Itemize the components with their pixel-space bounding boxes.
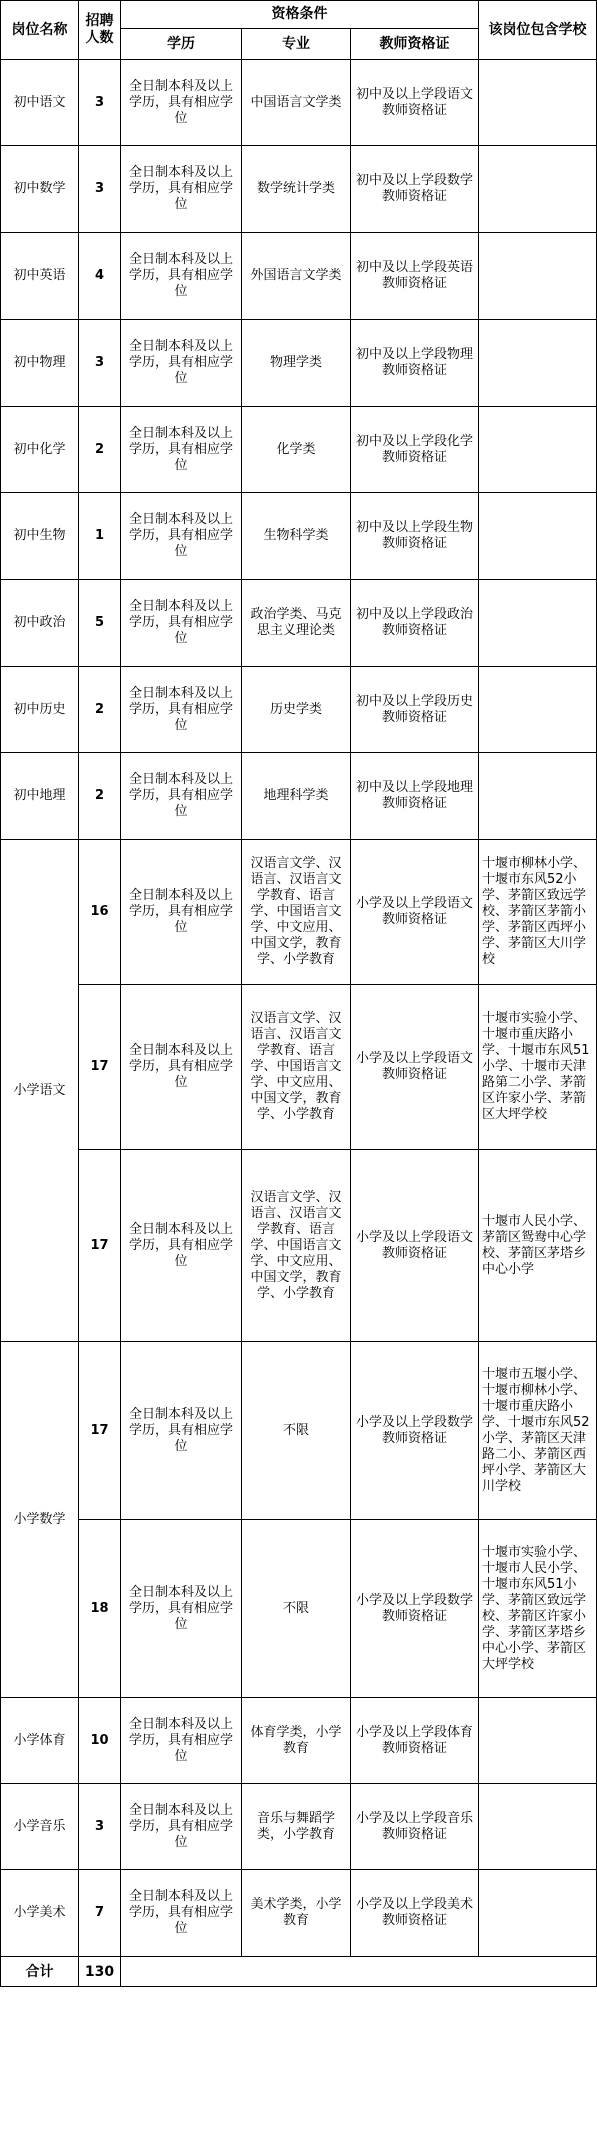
recruit-count-cell: 3 (79, 320, 121, 407)
table-row (1, 320, 597, 407)
recruit-count-cell: 7 (79, 1870, 121, 1957)
recruit-count-cell: 17 (79, 1150, 121, 1342)
table-row (1, 60, 597, 146)
certificate-cell: 初中及以上学段化学教师资格证 (351, 407, 479, 493)
position-name-cell: 小学数学 (1, 1342, 79, 1698)
position-name-cell: 初中地理 (1, 753, 79, 840)
table-row (1, 146, 597, 233)
certificate-cell: 初中及以上学段数学教师资格证 (351, 146, 479, 233)
major-cell: 美术学类，小学教育 (242, 1870, 351, 1957)
table-row (1, 407, 597, 493)
recruit-count-cell: 2 (79, 753, 121, 840)
certificate-cell: 小学及以上学段音乐教师资格证 (351, 1784, 479, 1870)
education-cell: 全日制本科及以上学历，具有相应学位 (121, 1698, 242, 1784)
certificate-cell: 小学及以上学段美术教师资格证 (351, 1870, 479, 1957)
schools-cell (479, 320, 597, 407)
major-cell: 体育学类，小学教育 (242, 1698, 351, 1784)
table-row (1, 1520, 597, 1698)
table-row (1, 753, 597, 840)
schools-cell (479, 233, 597, 320)
table-row (1, 233, 597, 320)
recruit-count-cell: 10 (79, 1698, 121, 1784)
education-cell: 全日制本科及以上学历，具有相应学位 (121, 1150, 242, 1342)
education-cell: 全日制本科及以上学历，具有相应学位 (121, 407, 242, 493)
recruit-count-cell: 3 (79, 1784, 121, 1870)
education-cell: 全日制本科及以上学历，具有相应学位 (121, 667, 242, 753)
header-qualifications: 资格条件 (121, 1, 479, 29)
schools-cell (479, 1784, 597, 1870)
recruit-count-cell: 2 (79, 407, 121, 493)
certificate-cell: 初中及以上学段地理教师资格证 (351, 753, 479, 840)
major-cell: 物理学类 (242, 320, 351, 407)
schools-cell (479, 407, 597, 493)
education-cell: 全日制本科及以上学历，具有相应学位 (121, 233, 242, 320)
position-name-cell: 初中化学 (1, 407, 79, 493)
position-name-cell: 初中政治 (1, 580, 79, 667)
major-cell: 音乐与舞蹈学类，小学教育 (242, 1784, 351, 1870)
major-cell: 不限 (242, 1342, 351, 1520)
education-cell: 全日制本科及以上学历，具有相应学位 (121, 985, 242, 1150)
recruit-count-cell: 3 (79, 146, 121, 233)
education-cell: 全日制本科及以上学历，具有相应学位 (121, 580, 242, 667)
major-cell: 政治学类、马克思主义理论类 (242, 580, 351, 667)
table-row (1, 493, 597, 580)
position-name-cell: 小学语文 (1, 840, 79, 1342)
education-cell: 全日制本科及以上学历，具有相应学位 (121, 60, 242, 146)
major-cell: 数学统计学类 (242, 146, 351, 233)
table-row (1, 667, 597, 753)
schools-cell (479, 493, 597, 580)
certificate-cell: 初中及以上学段英语教师资格证 (351, 233, 479, 320)
schools-cell (479, 1870, 597, 1957)
schools-cell: 十堰市柳林小学、十堰市东风52小学、茅箭区致远学校、茅箭区茅箭小学、茅箭区西坪小学、茅箭区大川学校 (479, 840, 597, 985)
schools-cell: 十堰市实验小学、十堰市重庆路小学、十堰市东风51小学、十堰市天津路第二小学、茅箭区许家小学、茅箭区大坪学校 (479, 985, 597, 1150)
position-name-cell: 小学音乐 (1, 1784, 79, 1870)
education-cell: 全日制本科及以上学历，具有相应学位 (121, 1342, 242, 1520)
position-name-cell: 小学体育 (1, 1698, 79, 1784)
total-label-cell: 合计 (1, 1957, 79, 1987)
schools-cell (479, 60, 597, 146)
recruit-count-cell: 2 (79, 667, 121, 753)
schools-cell (479, 1698, 597, 1784)
position-name-cell: 初中语文 (1, 60, 79, 146)
major-cell: 不限 (242, 1520, 351, 1698)
education-cell: 全日制本科及以上学历，具有相应学位 (121, 320, 242, 407)
table-row (1, 1870, 597, 1957)
education-cell: 全日制本科及以上学历，具有相应学位 (121, 146, 242, 233)
major-cell: 化学类 (242, 407, 351, 493)
schools-cell: 十堰市人民小学、茅箭区鸳鸯中心学校、茅箭区茅塔乡中心小学 (479, 1150, 597, 1342)
schools-cell (479, 753, 597, 840)
position-name-cell: 初中历史 (1, 667, 79, 753)
recruit-count-cell: 18 (79, 1520, 121, 1698)
total-value-cell: 130 (79, 1957, 121, 1987)
schools-cell: 十堰市五堰小学、十堰市柳林小学、十堰市重庆路小学、十堰市东风52小学、茅箭区天津路二小、茅箭区西坪小学、茅箭区大川学校 (479, 1342, 597, 1520)
recruit-count-cell: 4 (79, 233, 121, 320)
position-name-cell: 小学美术 (1, 1870, 79, 1957)
header-position-name: 岗位名称 (1, 1, 79, 60)
total-empty-cell (121, 1957, 597, 1987)
table-row (1, 1342, 597, 1520)
major-cell: 汉语言文学、汉语言、汉语言文学教育、语言学、中国语言文学、中文应用、中国文学，教育学、小学教育 (242, 985, 351, 1150)
certificate-cell: 小学及以上学段数学教师资格证 (351, 1342, 479, 1520)
education-cell: 全日制本科及以上学历，具有相应学位 (121, 1520, 242, 1698)
header-major: 专业 (242, 29, 351, 60)
header-education: 学历 (121, 29, 242, 60)
certificate-cell: 初中及以上学段语文教师资格证 (351, 60, 479, 146)
recruit-count-cell: 5 (79, 580, 121, 667)
certificate-cell: 初中及以上学段物理教师资格证 (351, 320, 479, 407)
major-cell: 历史学类 (242, 667, 351, 753)
table-row (1, 1784, 597, 1870)
table-row (1, 1150, 597, 1342)
certificate-cell: 小学及以上学段数学教师资格证 (351, 1520, 479, 1698)
major-cell: 中国语言文学类 (242, 60, 351, 146)
major-cell: 生物科学类 (242, 493, 351, 580)
recruit-count-cell: 1 (79, 493, 121, 580)
certificate-cell: 小学及以上学段语文教师资格证 (351, 1150, 479, 1342)
certificate-cell: 初中及以上学段历史教师资格证 (351, 667, 479, 753)
recruit-count-cell: 16 (79, 840, 121, 985)
schools-cell (479, 580, 597, 667)
recruit-count-cell: 3 (79, 60, 121, 146)
certificate-cell: 初中及以上学段政治教师资格证 (351, 580, 479, 667)
position-name-cell: 初中生物 (1, 493, 79, 580)
position-name-cell: 初中物理 (1, 320, 79, 407)
recruit-count-cell: 17 (79, 985, 121, 1150)
schools-cell (479, 667, 597, 753)
schools-cell: 十堰市实验小学、十堰市人民小学、十堰市东风51小学、茅箭区致远学校、茅箭区许家小学、茅箭区茅塔乡中心小学、茅箭区大坪学校 (479, 1520, 597, 1698)
table-row (1, 1698, 597, 1784)
major-cell: 地理科学类 (242, 753, 351, 840)
position-name-cell: 初中数学 (1, 146, 79, 233)
education-cell: 全日制本科及以上学历，具有相应学位 (121, 840, 242, 985)
table-row (1, 840, 597, 985)
header-teacher-certificate: 教师资格证 (351, 29, 479, 60)
header-schools: 该岗位包含学校 (479, 1, 597, 60)
certificate-cell: 小学及以上学段语文教师资格证 (351, 985, 479, 1150)
schools-cell (479, 146, 597, 233)
education-cell: 全日制本科及以上学历，具有相应学位 (121, 753, 242, 840)
table-row (1, 580, 597, 667)
header-recruit-count: 招聘人数 (79, 1, 121, 60)
certificate-cell: 小学及以上学段语文教师资格证 (351, 840, 479, 985)
major-cell: 汉语言文学、汉语言、汉语言文学教育、语言学、中国语言文学、中文应用、中国文学，教育学、小学教育 (242, 840, 351, 985)
certificate-cell: 小学及以上学段体育教师资格证 (351, 1698, 479, 1784)
position-name-cell: 初中英语 (1, 233, 79, 320)
education-cell: 全日制本科及以上学历，具有相应学位 (121, 493, 242, 580)
table-row (1, 985, 597, 1150)
total-row (1, 1957, 597, 1987)
recruit-count-cell: 17 (79, 1342, 121, 1520)
education-cell: 全日制本科及以上学历，具有相应学位 (121, 1870, 242, 1957)
certificate-cell: 初中及以上学段生物教师资格证 (351, 493, 479, 580)
education-cell: 全日制本科及以上学历，具有相应学位 (121, 1784, 242, 1870)
major-cell: 汉语言文学、汉语言、汉语言文学教育、语言学、中国语言文学、中文应用、中国文学，教育学、小学教育 (242, 1150, 351, 1342)
major-cell: 外国语言文学类 (242, 233, 351, 320)
